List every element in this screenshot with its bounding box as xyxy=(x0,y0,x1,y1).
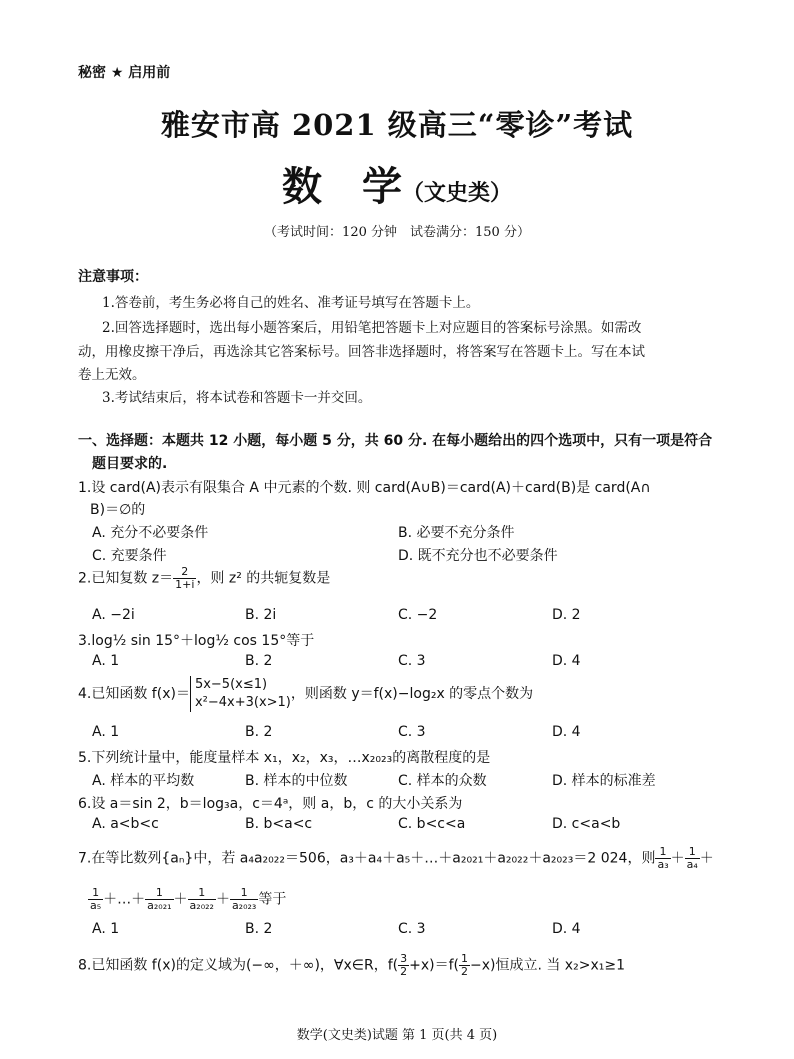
q7-line-1-text: 7.在等比数列{aₙ}中，若 a₄a₂₀₂₂＝506，a₃＋a₄＋a₅＋…＋a₂₀₂₁＋a₂₀₂₂＋a₂₀₂₃＝2 024，则 xyxy=(78,850,656,867)
q7-frac-a4 xyxy=(685,846,700,871)
q3-option-a: A. 1 xyxy=(92,653,120,669)
q2-option-b: B. 2i xyxy=(245,607,277,623)
exam-title: 雅安市高 2021 级高三“零诊”考试 xyxy=(160,108,634,142)
q6-option-a: A. a<b<c xyxy=(92,816,159,832)
q3-option-b: B. 2 xyxy=(245,653,273,669)
q2-fraction xyxy=(173,566,196,591)
q4-prefix: 4.已知函数 f(x)＝ xyxy=(78,686,190,702)
q7-suffix: 等于 xyxy=(258,891,287,908)
q7-option-c: C. 3 xyxy=(398,921,426,937)
q7-frac-a3 xyxy=(655,846,670,871)
page-footer: 数学(文史类)试题 第 1 页(共 4 页) xyxy=(296,1028,498,1043)
q1-option-c: C. 充要条件 xyxy=(92,548,167,564)
q4-case-2: x²−4x+3(x>1) xyxy=(194,695,291,710)
q7-option-d: D. 4 xyxy=(552,921,581,937)
q7-frac-a3-den: a₃ xyxy=(657,858,669,871)
q6-option-b: B. b<a<c xyxy=(245,816,313,832)
question-7-line-2 xyxy=(88,887,286,912)
q7-option-b: B. 2 xyxy=(245,921,273,937)
q4-option-b: B. 2 xyxy=(245,724,273,740)
q1-option-b: B. 必要不充分条件 xyxy=(398,525,515,541)
q4-suffix: ，则函数 y＝f(x)−log₂x 的零点个数为 xyxy=(290,686,534,702)
q8-frac-1-2-num: 1 xyxy=(460,952,468,965)
section-1-heading-line-2: 题目要求的. xyxy=(92,456,168,472)
q1-option-a: A. 充分不必要条件 xyxy=(92,525,209,541)
q7-frac-a5-num: 1 xyxy=(88,887,103,900)
q7-frac-a2022-den: a₂₀₂₂ xyxy=(189,899,214,912)
q7-plus-4: ＋ xyxy=(215,891,230,908)
q7-frac-a4-den: a₄ xyxy=(686,858,698,871)
q7-frac-a2023-den: a₂₀₂₃ xyxy=(231,899,257,912)
q8-middle: +x)＝f( xyxy=(409,957,459,974)
q6-option-d: D. c<a<b xyxy=(552,816,621,832)
q8-frac-3-2-num: 3 xyxy=(400,952,408,965)
section-1-heading-line-1: 一、选择题：本题共 12 小题，每小题 5 分，共 60 分. 在每小题给出的四个选项中，只有一项是符合 xyxy=(78,433,713,449)
q7-frac-a2022 xyxy=(188,887,216,912)
q7-frac-a2021-num: 1 xyxy=(145,887,173,900)
q4-option-d: D. 4 xyxy=(552,724,581,740)
q7-plus-2: ＋ xyxy=(699,850,714,867)
note-item-1: 1.答卷前，考生务必将自己的姓名、准考证号填写在答题卡上。 xyxy=(102,295,480,311)
q5-option-a: A. 样本的平均数 xyxy=(92,773,195,789)
q7-frac-a2023 xyxy=(230,887,258,912)
q7-frac-a2023-num: 1 xyxy=(230,887,258,900)
question-6: 6.设 a＝sin 2，b＝log₃a，c＝4ᵃ，则 a，b，c 的大小关系为 xyxy=(78,796,463,812)
q8-frac-1-2 xyxy=(459,953,470,978)
q8-frac-3-2 xyxy=(398,953,409,978)
q2-numerator: 2 xyxy=(173,566,196,579)
q7-frac-a2021-den: a₂₀₂₁ xyxy=(147,899,172,912)
q6-option-c: C. b<c<a xyxy=(398,816,466,832)
q7-plus-3: ＋ xyxy=(173,891,188,908)
question-4 xyxy=(78,676,533,712)
q7-frac-a5-den: a₅ xyxy=(90,899,102,912)
q2-denominator: 1+i xyxy=(175,578,195,591)
q3-option-c: C. 3 xyxy=(398,653,426,669)
q5-option-b: B. 样本的中位数 xyxy=(245,773,348,789)
q7-frac-a2021 xyxy=(145,887,173,912)
q2-option-d: D. 2 xyxy=(552,607,581,623)
question-3: 3.log½ sin 15°＋log½ cos 15°等于 xyxy=(78,633,315,649)
q7-frac-a2022-num: 1 xyxy=(188,887,216,900)
q4-option-c: C. 3 xyxy=(398,724,426,740)
subject-title xyxy=(0,155,794,212)
q3-option-d: D. 4 xyxy=(552,653,581,669)
note-item-2-line-2: 动，用橡皮擦干净后，再选涂其它答案标号。回答非选择题时，将答案写在答题卡上。写在本试 xyxy=(78,344,645,360)
q5-option-c: C. 样本的众数 xyxy=(398,773,487,789)
subject-main: 数 学 xyxy=(281,163,402,210)
q8-suffix: −x)恒成立. 当 x₂>x₁≥1 xyxy=(469,957,625,974)
note-item-3: 3.考试结束后，将本试卷和答题卡一并交回。 xyxy=(102,390,372,406)
q2-option-a: A. −2i xyxy=(92,607,135,623)
secret-label: 秘密 ★ 启用前 xyxy=(78,65,171,81)
q7-frac-a5 xyxy=(88,887,103,912)
question-2 xyxy=(78,566,330,591)
q2-suffix: ，则 z² 的共轭复数是 xyxy=(196,570,331,587)
question-8 xyxy=(78,953,625,978)
q1-option-d: D. 既不充分也不必要条件 xyxy=(398,548,558,564)
q2-prefix: 2.已知复数 z＝ xyxy=(78,570,174,587)
q7-dots: ＋…＋ xyxy=(103,891,146,908)
q8-frac-3-2-den: 2 xyxy=(400,965,408,978)
q5-option-d: D. 样本的标准差 xyxy=(552,773,656,789)
q8-prefix: 8.已知函数 f(x)的定义域为(−∞，＋∞)，∀x∈R，f( xyxy=(78,957,399,974)
notes-title: 注意事项： xyxy=(78,269,148,285)
question-7-line-1 xyxy=(78,846,714,871)
q2-option-c: C. −2 xyxy=(398,607,438,623)
note-item-2-line-1: 2.回答选择题时，选出每小题答案后，用铅笔把答题卡上对应题目的答案标号涂黑。如需改 xyxy=(102,320,642,336)
q4-option-a: A. 1 xyxy=(92,724,120,740)
q4-piecewise xyxy=(190,676,291,712)
exam-time-info: （考试时间：120 分钟 试卷满分：150 分） xyxy=(264,225,530,240)
q7-frac-a3-num: 1 xyxy=(655,846,670,859)
question-1-line-2: B)＝∅的 xyxy=(90,502,146,518)
q7-option-a: A. 1 xyxy=(92,921,120,937)
question-1-line-1: 1.设 card(A)表示有限集合 A 中元素的个数. 则 card(A∪B)＝card(A)＋card(B)是 card(A∩ xyxy=(78,480,651,496)
q7-frac-a4-num: 1 xyxy=(685,846,700,859)
note-item-2-line-3: 卷上无效。 xyxy=(78,367,146,383)
question-5: 5.下列统计量中，能度量样本 x₁，x₂，x₃，…x₂₀₂₃的离散程度的是 xyxy=(78,750,491,766)
q8-frac-1-2-den: 2 xyxy=(460,965,468,978)
q4-case-1: 5x−5(x≤1) xyxy=(194,677,268,692)
q7-plus-1: ＋ xyxy=(670,850,685,867)
subject-sub: （文史类） xyxy=(401,180,512,206)
